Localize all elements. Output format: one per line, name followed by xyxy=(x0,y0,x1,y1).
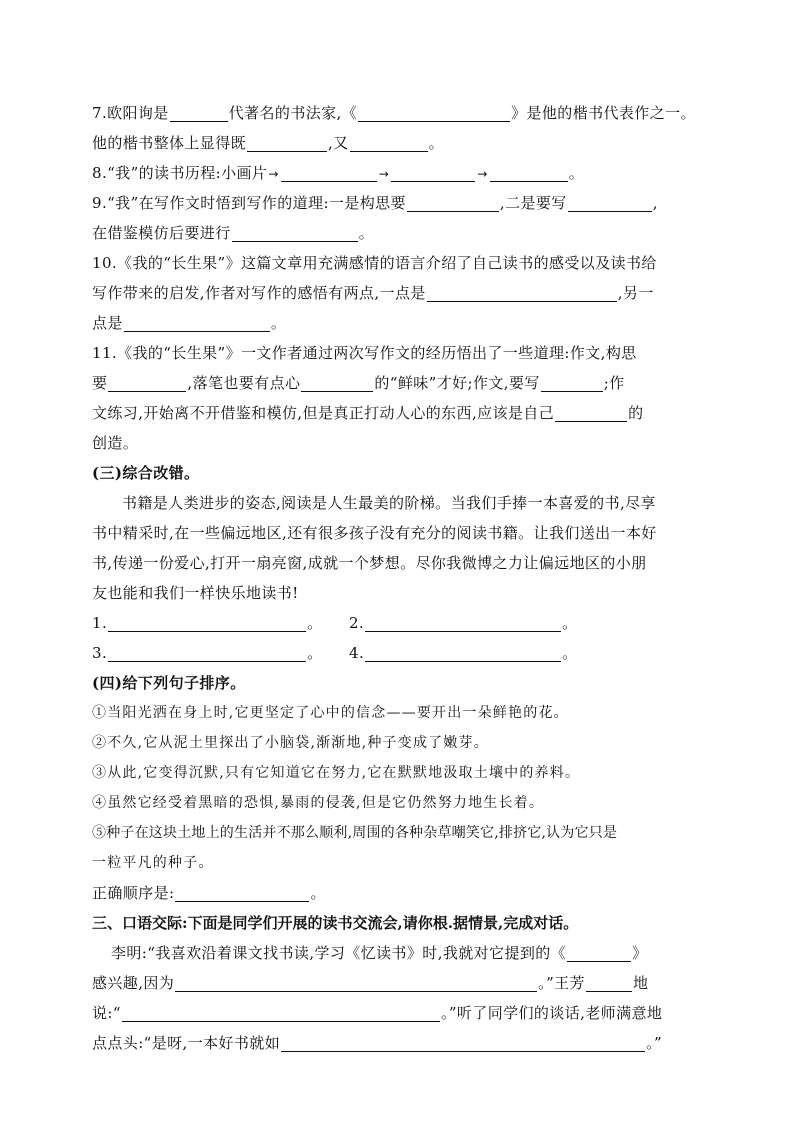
q7-line-1: 7.欧阳询是 代著名的书法家,《 》是他的楷书代表作之一。 xyxy=(92,104,696,122)
ordering-sentence: ④虽然它经受着黑暗的恐惧,暴雨的侵袭,但是它仍然努力地生长着。 xyxy=(92,795,545,811)
answer-blank[interactable] xyxy=(568,195,652,212)
dialogue-line: 感兴趣,因为 。”王芳 地 xyxy=(92,974,649,992)
answer-blank[interactable] xyxy=(281,165,377,182)
q7-line-2: 他的楷书整体上显得既 ,又 。 xyxy=(92,134,444,152)
q11-line-4: 创造。 xyxy=(92,434,139,452)
ordering-sentence: ⑤种子在这块土地上的生活并不那么顺利,周围的各种杂草嘲笑它,排挤它,认为它只是 xyxy=(92,825,618,841)
dialogue-line: 说:“ 。”听了同学们的谈话,老师满意地 xyxy=(92,1004,663,1022)
answer-blank[interactable] xyxy=(281,1035,645,1052)
ordering-sentence-continued: 一粒平凡的种子。 xyxy=(92,855,214,871)
q10-line-2: 写作带来的启发,作者对写作的感悟有两点,一点是 ,另一 xyxy=(92,284,654,302)
answer-blank[interactable] xyxy=(407,195,499,212)
ordering-answer: 正确顺序是: 。 xyxy=(92,884,326,902)
q10-line-3: 点是 。 xyxy=(92,314,287,332)
answer-blank[interactable] xyxy=(586,975,632,992)
answer-blank[interactable] xyxy=(124,315,270,332)
correction-passage-line: 友也能和我们一样快乐地读书! xyxy=(92,584,299,602)
arrow-icon: → xyxy=(477,167,488,181)
q11-line-3: 文练习,开始离不开借鉴和模仿,但是真正打动人心的东西,应该是自己 的 xyxy=(92,404,644,422)
ordering-sentence: ②不久,它从泥土里探出了小脑袋,渐渐地,种子变成了嫩芽。 xyxy=(92,735,489,751)
answer-blank[interactable] xyxy=(365,645,561,662)
answer-blank[interactable] xyxy=(170,105,228,122)
answer-blank[interactable] xyxy=(490,165,568,182)
q11-line-2: 要 ,落笔也要有点心 的“鲜味”才好;作文,要写 ;作 xyxy=(92,374,625,392)
answer-blank[interactable] xyxy=(247,135,327,152)
answer-blank[interactable] xyxy=(358,105,510,122)
answer-blank[interactable] xyxy=(365,615,561,632)
ordering-sentence: ①当阳光洒在身上时,它更坚定了心中的信念——要开出一朵鲜艳的花。 xyxy=(92,705,569,721)
q8-line: 8.“我”的读书历程:小画片→ → → 。 xyxy=(92,164,585,182)
answer-blank[interactable] xyxy=(108,645,306,662)
part-heading-oral: 三、口语交际:下面是同学们开展的读书交流会,请你根.据情景,完成对话。 xyxy=(92,914,579,932)
arrow-icon: → xyxy=(268,167,279,181)
dialogue-line: 点点头:“是呀,一本好书就如 。” xyxy=(92,1034,663,1052)
section-heading-ordering: (四)给下列句子排序。 xyxy=(92,674,246,692)
correction-passage-line: 书,传递一份爱心,打开一扇亮窗,成就一个梦想。尽你我微博之力让偏远地区的小朋 xyxy=(92,554,647,572)
q9-line-2: 在借鉴模仿后要进行 。 xyxy=(92,224,375,242)
answer-blank[interactable] xyxy=(555,405,627,422)
q11-line-1: 11.《我的“长生果”》一文作者通过两次写作文的经历悟出了一些道理:作文,构思 xyxy=(92,344,637,362)
answer-blank[interactable] xyxy=(391,165,475,182)
arrow-icon: → xyxy=(378,167,390,181)
correction-answer-row: 3. 。 4. 。 xyxy=(92,644,578,662)
answer-blank[interactable] xyxy=(427,285,617,302)
correction-answer-row: 1. 。 2. 。 xyxy=(92,614,578,632)
answer-blank[interactable] xyxy=(350,135,428,152)
answer-blank[interactable] xyxy=(541,375,603,392)
answer-blank[interactable] xyxy=(175,885,309,902)
answer-blank[interactable] xyxy=(108,615,306,632)
worksheet-page xyxy=(92,98,704,1058)
dialogue-line: 李明:“我喜欢沿着课文找书读,学习《忆读书》时,我就对它提到的《 》 xyxy=(111,944,648,962)
q9-line-1: 9.“我”在写作文时悟到写作的道理:一是构思要 ,二是要写 , xyxy=(92,194,658,212)
answer-blank[interactable] xyxy=(122,1005,440,1022)
answer-blank[interactable] xyxy=(175,975,537,992)
q10-line-1: 10.《我的“长生果”》这篇文章用充满感情的语言介绍了自己读书的感受以及读书给 xyxy=(92,254,657,272)
correction-passage-line: 书中精采时,在一些偏远地区,还有很多孩子没有充分的阅读书籍。让我们送出一本好 xyxy=(92,524,657,542)
answer-blank[interactable] xyxy=(108,375,186,392)
answer-blank[interactable] xyxy=(301,375,373,392)
correction-passage-line: 书籍是人类进步的姿态,阅读是人生最美的阶梯。当我们手捧一本喜爱的书,尽享 xyxy=(122,494,656,512)
section-heading-correction: (三)综合改错。 xyxy=(92,464,200,482)
answer-blank[interactable] xyxy=(232,225,358,242)
ordering-sentence: ③从此,它变得沉默,只有它知道它在努力,它在默默地汲取土壤中的养料。 xyxy=(92,765,581,781)
answer-blank[interactable] xyxy=(567,945,631,962)
